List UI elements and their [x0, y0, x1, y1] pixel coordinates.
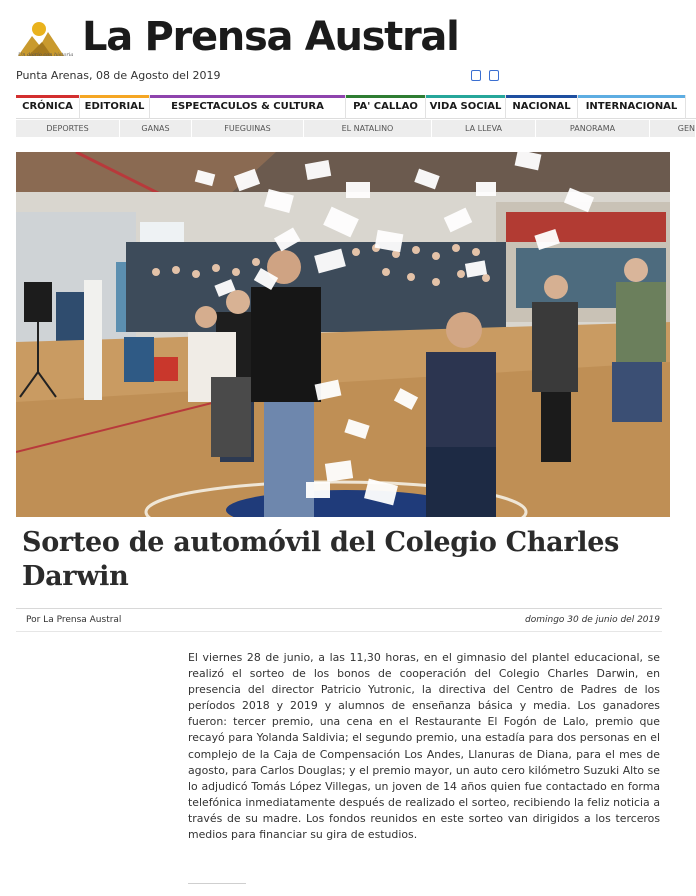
- subnav-item-gen[interactable]: GEN: [650, 120, 696, 137]
- nav-item-internacional[interactable]: INTERNACIONAL: [578, 95, 686, 119]
- facebook-icon[interactable]: [471, 70, 481, 81]
- hero-photo: [16, 152, 670, 517]
- logo-tagline: Un diario con historia: [18, 52, 74, 58]
- article-body: El viernes 28 de junio, a las 11,30 horas, en el gimnasio del plantel educacional, se realizó el sorteo de los bonos de cooperación del Colegio Charles Darwin, en presencia del director Patricio Yutronic, la directiva del Centro de Padres de los períodos 2018 y 2019 y alumnos de enseñanza básica y media. Los ganadores fueron: tercer premio, una cena en el Restaurante El Fogón de Lalo, premio que recayó para Yolanda Saldivia; el segundo premio, una estadía para dos personas en el complejo de la Caja de Compensación Los Andes, Llanuras de Diana, para el mes de agosto, para Carlos Douglas; y el premio mayor, un auto cero kilómetro Suzuki Alto se lo adjudicó Tomás López Villegas, un joven de 14 años quien fue contactado en forma telefónica inmediatamente después de realizado el sorteo, recibiendo la feliz noticia a través de su madre. Los fondos reunidos en este sorteo van dirigidos a los terceros medios para financiar su gira de estudios.: [188, 651, 660, 842]
- subnav-item-ganas[interactable]: GANAS: [120, 120, 192, 137]
- article-meta: [16, 608, 662, 632]
- divider: [188, 883, 246, 884]
- nav-item-pa-callao[interactable]: PA' CALLAO: [346, 95, 426, 119]
- subnav-item-deportes[interactable]: DEPORTES: [16, 120, 120, 137]
- nav-item-cronica[interactable]: CRÓNICA: [16, 95, 80, 119]
- dateline: Punta Arenas, 08 de Agosto del 2019: [16, 69, 221, 82]
- primary-nav: [16, 95, 696, 119]
- masthead-title[interactable]: La Prensa Austral: [82, 14, 459, 60]
- secondary-nav: [16, 120, 696, 137]
- subnav-item-el-natalino[interactable]: EL NATALINO: [304, 120, 432, 137]
- nav-item-editorial[interactable]: EDITORIAL: [80, 95, 150, 119]
- social-links: [471, 70, 499, 81]
- nav-item-vida-social[interactable]: VIDA SOCIAL: [426, 95, 506, 119]
- nav-item-nacional[interactable]: NACIONAL: [506, 95, 578, 119]
- subnav-item-fueguinas[interactable]: FUEGUINAS: [192, 120, 304, 137]
- subnav-item-panorama[interactable]: PANORAMA: [536, 120, 650, 137]
- twitter-icon[interactable]: [489, 70, 499, 81]
- nav-item-espectaculos[interactable]: ESPECTACULOS & CULTURA: [150, 95, 346, 119]
- article-title: Sorteo de automóvil del Colegio Charles Darwin: [22, 527, 620, 592]
- article-date: domingo 30 de junio del 2019: [525, 615, 660, 625]
- subnav-item-la-lleva[interactable]: LA LLEVA: [432, 120, 536, 137]
- article-author: Por La Prensa Austral: [26, 615, 122, 625]
